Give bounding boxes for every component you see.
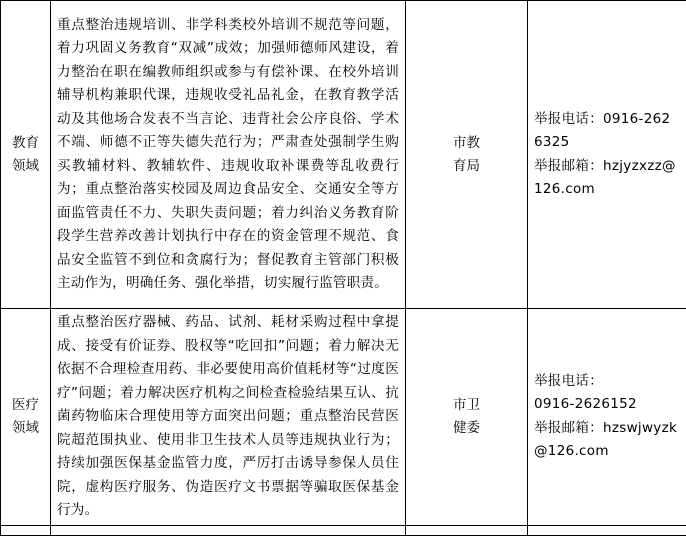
field-label-line: 领域 [1, 155, 50, 178]
content-cell: 重点整治违规培训、非学科类校外培训不规范等问题，着力巩固义务教育“双减”成效；加强师德师风建设，着力整治在职在编教师组织或参与有偿补课、在校外培训辅导机构兼职代课，违规收受礼品礼金，在教育教学活动及其他场合发表不当言论、违背社会公序良俗、学术不端、师德不正等失德失范行为；严肃查处强制学生购买教辅材料、教辅软件、违规收取补课费等乱收费行为；重点整治落实校园及周边食品安全、交通安全等方面监管责任不力、失职失责问题；着力纠治义务教育阶段学生营养改善计划执行中存在的资金管理不规范、食品安全监管不到位和贪腐行为；督促教育主管部门积极主动作为，明确任务、强化举措，切实履行监管职责。 [51, 1, 406, 309]
table-row-education [1, 1, 686, 309]
report-phone-value: 0916-2626152 [534, 393, 678, 417]
empty-cell [528, 525, 686, 535]
department-cell [406, 1, 528, 309]
empty-cell [406, 525, 528, 535]
report-email-value: @126.com [534, 440, 678, 464]
report-phone-value: 6325 [534, 131, 678, 155]
report-email-label: 举报邮箱：hzswjwyzk [534, 417, 678, 441]
content-cell: 重点整治医疗器械、药品、试剂、耗材采购过程中拿提成、接受有价证券、股权等“吃回扣”问题；着力解决无依据不合理检查用药、非必要使用高价值耗材等“过度医疗”问题；着力解决医疗机构之间检查检验结果互认、抗菌药物临床合理使用等方面突出问题；重点整治民营医院超范围执业、使用非卫生技术人员等违规执业行为；持续加强医保基金监管力度，严厉打击诱导参保人员住院，虚构医疗服务、伪造医疗文书票据等骗取医保基金行为。 [51, 309, 406, 526]
report-email-label: 举报邮箱：hzjyzxzz@ [534, 155, 678, 179]
contact-cell [528, 309, 686, 526]
report-phone-label: 举报电话：0916-262 [534, 108, 678, 132]
field-label-line: 领域 [1, 417, 50, 440]
contact-cell [528, 1, 686, 309]
empty-cell [1, 525, 51, 535]
department-label-line: 健委 [406, 417, 527, 440]
department-cell [406, 309, 528, 526]
report-phone-label: 举报电话： [534, 370, 678, 394]
table-row-medical [1, 309, 686, 526]
department-label-line: 市教 [406, 132, 527, 155]
field-cell [1, 1, 51, 309]
table-row-partial [1, 525, 686, 535]
empty-cell [51, 525, 406, 535]
department-label-line: 育局 [406, 155, 527, 178]
report-email-value: 126.com [534, 178, 678, 202]
field-cell [1, 309, 51, 526]
field-label-line: 医疗 [1, 394, 50, 417]
field-label-line: 教育 [1, 132, 50, 155]
department-label-line: 市卫 [406, 394, 527, 417]
